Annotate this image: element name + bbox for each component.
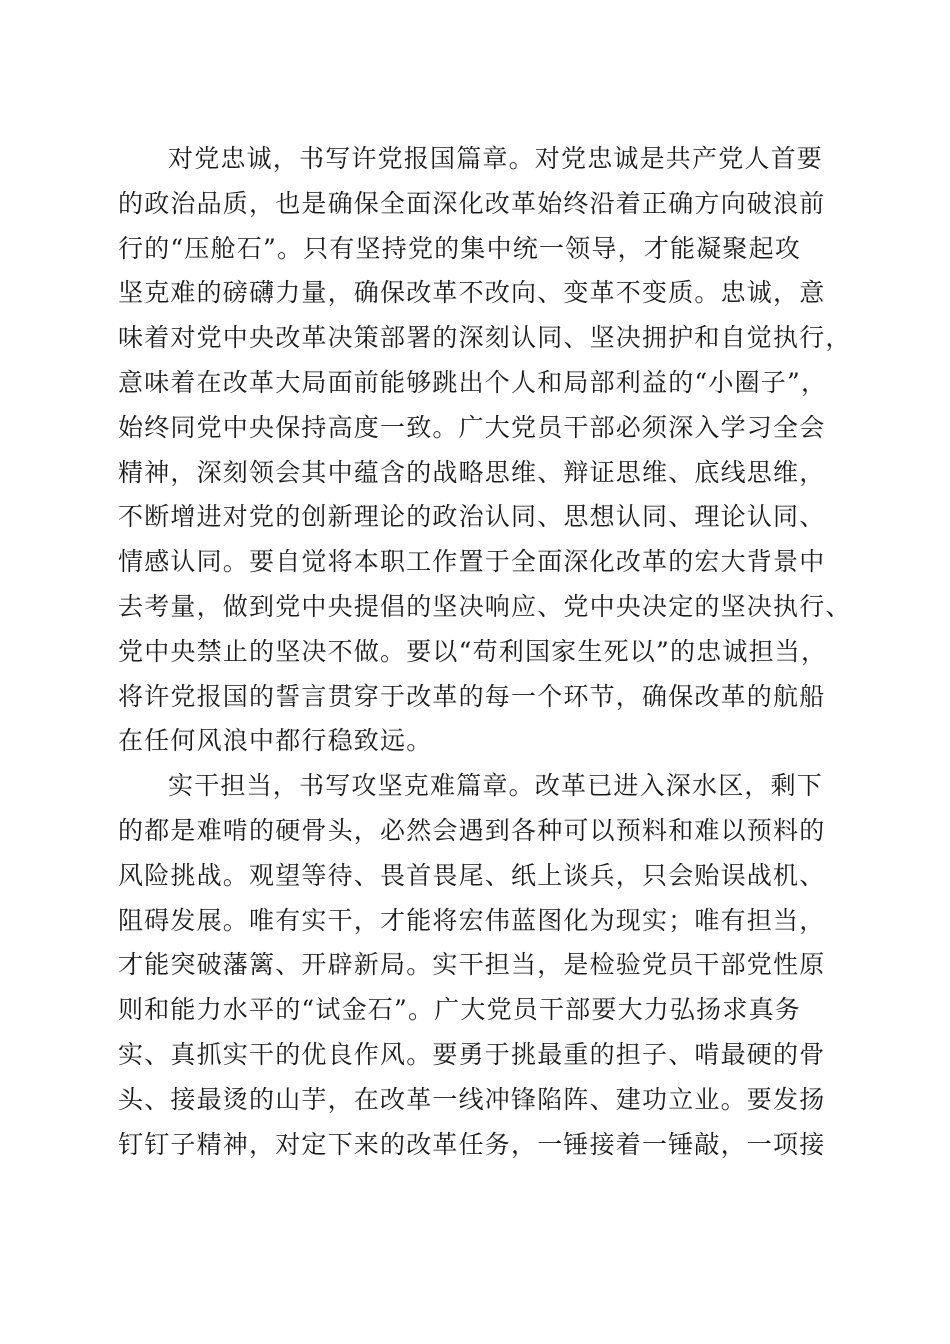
paragraph-line: 味着对党中央改革决策部署的深刻认同、坚决拥护和自觉执行， <box>118 323 852 353</box>
paragraph-loyalty <box>118 137 852 764</box>
paragraph-line: 实干担当，书写攻坚克难篇章。改革已进入深水区，剩下 <box>168 771 824 801</box>
paragraph-line: 意味着在改革大局面前能够跳出个人和局部利益的“小圈子”， <box>118 367 828 397</box>
paragraph-line: 党中央禁止的坚决不做。要以“苟利国家生死以”的忠诚担当， <box>118 636 828 666</box>
paragraph-action <box>118 764 838 1167</box>
document-body <box>118 137 852 1167</box>
paragraph-line: 坚克难的磅礴力量，确保改革不改向、变革不变质。忠诚，意 <box>118 278 826 308</box>
paragraph-line: 实、真抓实干的优良作风。要勇于挑最重的担子、啃最硬的骨 <box>118 1039 826 1069</box>
paragraph-line: 头、接最烫的山芋，在改革一线冲锋陷阵、建功立业。要发扬 <box>118 1084 826 1114</box>
paragraph-line: 的政治品质，也是确保全面深化改革始终沿着正确方向破浪前 <box>118 188 826 218</box>
paragraph-line: 精神，深刻领会其中蕴含的战略思维、辩证思维、底线思维， <box>118 457 826 487</box>
paragraph-line: 行的“压舱石”。只有坚持党的集中统一领导，才能凝聚起攻 <box>118 233 801 263</box>
paragraph-line: 去考量，做到党中央提倡的坚决响应、党中央决定的坚决执行、 <box>118 591 852 621</box>
paragraph-line: 阻碍发展。唯有实干，才能将宏伟蓝图化为现实；唯有担当， <box>118 905 826 935</box>
paragraph-line: 将许党报国的誓言贯穿于改革的每一个环节，确保改革的航船 <box>118 681 826 711</box>
paragraph-line: 风险挑战。观望等待、畏首畏尾、纸上谈兵，只会贻误战机、 <box>118 860 826 890</box>
paragraph-line: 在任何风浪中都行稳致远。 <box>118 726 433 756</box>
paragraph-line: 钉钉子精神，对定下来的改革任务，一锤接着一锤敲，一项接 <box>118 1129 826 1159</box>
paragraph-line: 始终同党中央保持高度一致。广大党员干部必须深入学习全会 <box>118 412 826 442</box>
paragraph-line: 的都是难啃的硬骨头，必然会遇到各种可以预料和难以预料的 <box>118 815 826 845</box>
paragraph-line: 则和能力水平的“试金石”。广大党员干部要大力弘扬求真务 <box>118 995 801 1025</box>
paragraph-line: 对党忠诚，书写许党报国篇章。对党忠诚是共产党人首要 <box>168 144 824 173</box>
paragraph-line: 不断增进对党的创新理论的政治认同、思想认同、理论认同、 <box>118 502 826 532</box>
paragraph-line: 才能突破藩篱、开辟新局。实干担当，是检验党员干部党性原 <box>118 950 826 980</box>
paragraph-line: 情感认同。要自觉将本职工作置于全面深化改革的宏大背景中 <box>118 547 826 577</box>
